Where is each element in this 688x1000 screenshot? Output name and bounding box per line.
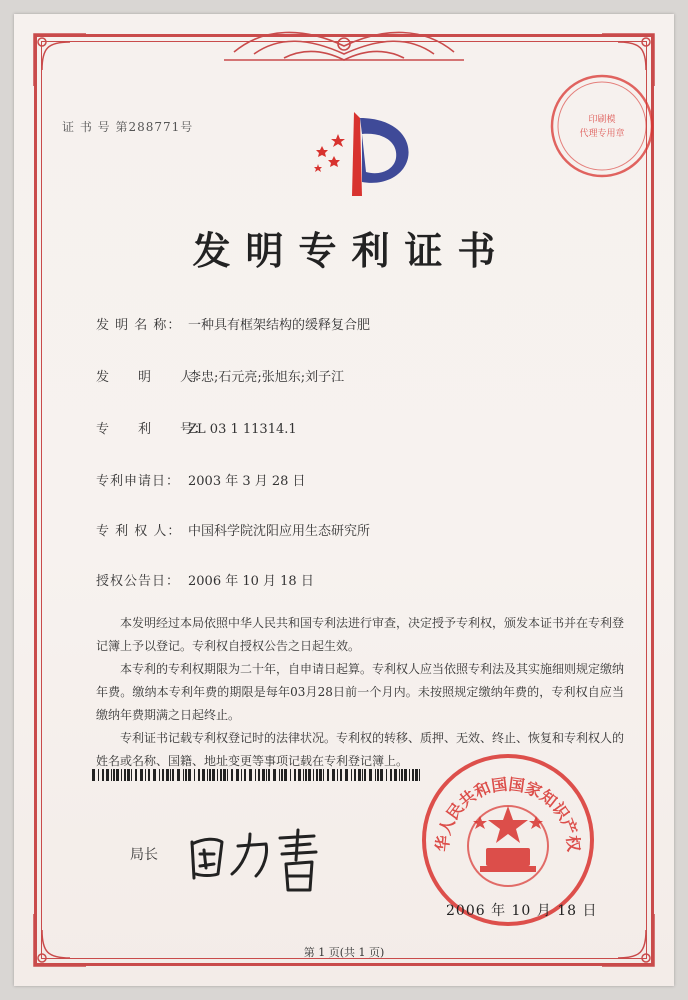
director-label: 局长	[130, 847, 158, 863]
field-grant-date	[96, 570, 314, 589]
svg-text:印刷模: 印刷模	[588, 115, 616, 125]
patent-office-logo-icon	[300, 112, 420, 196]
field-label: 专 利 权 人：	[96, 524, 182, 539]
field-value: 李忠;石元亮;张旭东;刘子江	[188, 370, 345, 385]
svg-text:中华人民共和国国家知识产权局: 华人民共和国国家知识产权	[432, 774, 584, 853]
field-value: 中国科学院沈阳应用生态研究所	[188, 524, 371, 539]
field-value: 一种具有框架结构的缓释复合肥	[188, 318, 371, 333]
barcode-icon	[92, 766, 422, 778]
field-label: 专 利 号：	[96, 422, 209, 437]
issue-date: 2006 年 10 月 18 日	[446, 903, 598, 919]
field-label: 发 明 名 称：	[96, 318, 182, 333]
body-paragraph: 本专利的专利权期限为二十年，自申请日起算。专利权人应当依照专利法及其实施细则规定缴纳年费。缴纳本专利年费的期限是每年03月28日前一个月内。未按照规定缴纳年费的，专利权自应当缴纳年费期满之日起终止。	[96, 662, 625, 722]
certificate-body	[96, 612, 624, 773]
document-title: 发明专利证书	[192, 228, 511, 273]
field-value: ZL 03 1 11314.1	[188, 422, 297, 437]
field-value: 2003 年 3 月 28 日	[188, 474, 306, 489]
field-patentee	[96, 520, 370, 539]
certificate-number: 证 书 号 第288771号	[62, 120, 194, 134]
body-paragraph: 专利证书记载专利权登记时的法律状况。专利权的转移、质押、无效、终止、恢复和专利权人的姓名或名称、国籍、地址变更等事项记载在专利登记簿上。	[96, 731, 625, 768]
field-label: 授权公告日：	[96, 574, 181, 589]
agency-seal-icon	[548, 72, 656, 180]
field-label: 专利申请日：	[96, 474, 181, 489]
field-application-date	[96, 470, 306, 489]
page-number: 第 1 页(共 1 页)	[303, 946, 385, 959]
field-inventors	[96, 366, 344, 385]
field-patent-number	[96, 418, 297, 437]
director-signature-icon	[182, 820, 332, 900]
field-invention-name	[96, 314, 370, 333]
svg-text:代理专用章: 代理专用章	[579, 129, 625, 139]
field-label: 发 明 人：	[96, 370, 209, 385]
field-value: 2006 年 10 月 18 日	[188, 574, 314, 589]
certificate-sheet	[14, 14, 674, 986]
top-ornament-icon	[224, 22, 464, 68]
body-paragraph: 本发明经过本局依照中华人民共和国专利法进行审查，决定授予专利权，颁发本证书并在专利登记簿上予以登记。专利权自授权公告之日起生效。	[96, 616, 625, 653]
